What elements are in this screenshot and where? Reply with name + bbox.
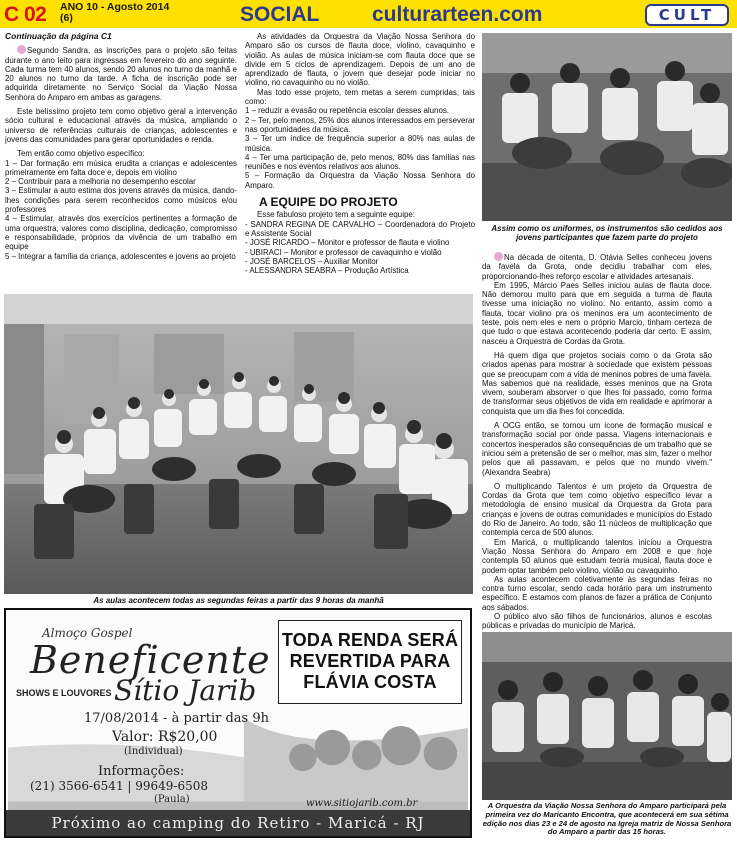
team-member: - JOSÉ RICARDO – Monitor e professor de flauta e violino xyxy=(245,238,450,248)
dropcap-mark xyxy=(494,252,503,261)
ad-place: Sítio Jarib xyxy=(114,674,257,707)
ad-phones: (21) 3566-6541 | 99649-6508 xyxy=(30,779,209,793)
edition-info xyxy=(60,2,169,24)
article-paragraph: Tem então como objetivo específico: xyxy=(17,149,145,159)
ad-footer: Próximo ao camping do Retiro - Maricá - RJ xyxy=(6,810,470,836)
cult-logo: CULT xyxy=(645,4,729,26)
ad-box-line: FLÁVIA COSTA xyxy=(303,672,437,692)
article-paragraph: Mas todo esse projeto, tem metas a serem cumpridas, tais como: xyxy=(245,87,475,107)
ad-info-label: Informações: xyxy=(98,764,185,779)
orchestra-photo-caption: A Orquestra da Viação Nossa Senhora do Amparo participará pela primeira vez do Maricanto Encontra, que acontecerá em sua sétima edição nos dias 23 e 24 de agosto na Igreja matriz de Nossa Senhora do Amparo a partir das 15 horas. xyxy=(482,801,732,837)
edition-date: ANO 10 - Agosto 2014 xyxy=(60,1,170,13)
team-member: - JOSÉ BARCELOS – Auxiliar Monitor xyxy=(245,256,379,266)
rehearsal-photo xyxy=(482,33,732,221)
article-column-2 xyxy=(245,32,475,275)
team-member: - ALESSANDRA SEABRA – Produção Artística xyxy=(245,266,409,276)
list-item: 2 – Contribuir para a melhoria no desempenho escolar xyxy=(5,177,196,187)
dropcap-mark xyxy=(17,45,26,54)
article-paragraph: Na década de oitenta, D. Otávia Selles conheceu jovens da favela da Grota, onde decidiu trabalhar com eles, proporcionando-lhes reforço escolar e atividades artesanais. xyxy=(482,253,712,281)
ad-title: Beneficente xyxy=(30,638,271,682)
list-item: 2 – Ter, pelo menos, 25% dos alunos interessados em perseverar nas oportunidades da música. xyxy=(245,115,475,134)
group-photo-caption: As aulas acontecem todas as segundas feiras a partir das 9 horas da manhã xyxy=(93,596,384,605)
list-item: 1 – Dar formação em música erudita a crianças e adolescentes primeiramente em falta doce e, depois em violino xyxy=(5,158,237,177)
ad-box-line: TODA RENDA SERÁ xyxy=(281,630,459,650)
article-paragraph: O público alvo são filhos de funcionários, alunos e escolas públicas e privadas do município de Maricá. xyxy=(482,611,712,631)
article-paragraph: As atividades da Orquestra da Viação Nossa Senhora do Amparo são os cursos de flauta doce, violino, cavaquinho e violão. As aulas de música iniciam-se com flauta doce que se divide em 5 ciclos de aprendizagem. Depois de um ano de aprendizado de flauta, o jovem que desejar pode iniciar no violino, no cavaquinho ou no violão. xyxy=(245,32,475,88)
article-paragraph: Há quem diga que projetos sociais como o da Grota são criados apenas para mostrar à sociedade que existem pessoas que se preocupam com a vida de meninos pobres de uma favela. Mas sabemos que na realidade, esses meninos que na Grota vivem, souberam absorver o que lhes foi passado, como forma de transformar seus objetivos de vida em realidade e aprimorar a conquista que um dia lhes foi concedida. xyxy=(482,350,712,416)
team-member: - SANDRA REGINA DE CARVALHO – Coordenadora do Projeto e Assistente Social xyxy=(245,219,475,238)
site-name: culturarteen.com xyxy=(372,3,543,26)
list-item: 3 – Estimular a auto estima dos jovens através da música, dando-lhes condições para serem reconhecidos como músicos e/ou professores xyxy=(5,186,237,215)
article-paragraph: Este belíssimo projeto tem como objetivo geral a intervenção sócio cultural e educacional através da música, ampliando o universo de referências culturais de crianças, adolescentes e jovens das comunidades para gerar oportunidades e renda. xyxy=(5,107,237,144)
ad-gospel-label: Almoço Gospel xyxy=(42,626,133,640)
list-item: 5 – Formação da Orquestra da Viação Nossa Senhora do Amparo. xyxy=(245,171,475,190)
article-paragraph: Em Maricá, o multiplicando talentos iniciou a Orquestra Viação Nossa Senhora do Amparo em 2008 e que hoje contempla 50 alunos que estudam teoria musical, flauta doce e podem optar também pelo violino, violão ou cavaquinho. xyxy=(482,537,712,575)
ad-website: www.sitiojarib.com.br xyxy=(306,798,418,809)
ad-revenue-box xyxy=(278,620,462,704)
group-photo xyxy=(4,294,473,594)
article-paragraph: A OCG então, se tornou um ícone de formação musical e transformação social por onde passa. Viagens internacionais e concertos inesperados são consequências de um trabalho que se iniciou sem a pretensão de ser o melhor, mas sim, fazer o melhor pelos que ali passavam, e pelos que no mundo vivem." (Alexandra Seabra) xyxy=(482,421,712,477)
continuation-label: Continuação da página C1 xyxy=(5,31,112,41)
article-column-1 xyxy=(5,32,237,261)
ad-price: Valor: R$20,00 xyxy=(112,729,218,745)
team-heading: A EQUIPE DO PROJETO xyxy=(259,195,398,210)
article-paragraph: As aulas acontecem coletivamente às segundas feiras no contra turno escolar, sendo cada horário para um instrumento específico. E estamos com planos de fazer a prática de Conjunto aos sábados. xyxy=(482,574,712,612)
section-title: SOCIAL xyxy=(240,3,320,26)
ad-shows-label: SHOWS E LOUVORES xyxy=(16,688,112,698)
benefit-lunch-ad xyxy=(4,608,472,838)
ad-price-note: (Individual) xyxy=(124,746,183,757)
ad-date: 17/08/2014 - à partir das 9h xyxy=(84,711,270,726)
orchestra-photo xyxy=(482,632,732,800)
list-item: 3 – Ter um índice de frequência superior a 80% nas aulas de música. xyxy=(245,134,475,153)
article-column-3 xyxy=(482,252,712,631)
ad-contact-name: (Paula) xyxy=(154,794,190,805)
list-item: 5 – Integrar a família da criança, adolescentes e jovens ao projeto xyxy=(5,251,236,261)
list-item: 4 – Ter uma participação de, pelo menos, 80% das famílias nas reuniões e nos eventos relativos aos alunos. xyxy=(245,152,475,172)
team-member: - UBIRACI – Monitor e professor de cavaquinho e violão xyxy=(245,247,442,257)
article-paragraph: Em 1995, Márcio Paes Selles iniciou aulas de flauta doce. Não demorou muito para que em seguida a turma de flauta tivesse uma iniciação no violino. No entanto, assim como a flauta, tocar violino pra os meninos era um acontecimento de teste, pois nem eles e nem o próprio Marcio, tinham certeza de que tudo o que estava acontecendo poderia dar certo. E assim, nasceu a Orquestra de Cordas da Grota. xyxy=(482,280,712,346)
rehearsal-photo-caption: Assim como os uniformes, os instrumentos são cedidos aos jovens participantes que fazem parte do projeto xyxy=(491,224,723,243)
ad-box-line: REVERTIDA PARA xyxy=(289,651,451,671)
page-number: C 02 xyxy=(4,3,47,26)
list-item: 1 – reduzir a evasão ou repetência escolar desses alunos. xyxy=(245,106,449,116)
edition-issue: (6) xyxy=(60,12,73,24)
article-paragraph: Segundo Sandra, as inscrições para o projeto são feitas durante o ano leito para ingressas em fevereiro do ano seguinte. Cada turma tem 40 alunos, sendo 20 alunos no turno da manhã e 20 alunos no turno da tarde. A ficha de inscrição pode ser adquirida diretamente no Serviço Social da Viação Nossa Senhora do Amparo em ambas as garagens. xyxy=(5,46,237,102)
list-item: 4 – Estimular, através dos exercícios pertinentes a formação de uma orquestra, valores como disciplina, dedicação, compromisso e responsabilidade, próprios da vivência de um trabalho em equipe xyxy=(5,214,237,252)
article-paragraph: O multiplicando Talentos é um projeto da Orquestra de Cordas da Grota que tem como objetivo específico levar a metodologia de ensino musical da Orquestra da Grota para crianças e jovens de outras comunidades e municípios do Estado do Rio de Janeiro. Ao todo, são 11 núcleos de multiplicação que contempla cerca de 500 alunos. xyxy=(482,481,712,538)
team-intro: Esse fabuloso projeto tem a seguinte equipe: xyxy=(257,210,415,220)
page-header xyxy=(0,0,737,28)
